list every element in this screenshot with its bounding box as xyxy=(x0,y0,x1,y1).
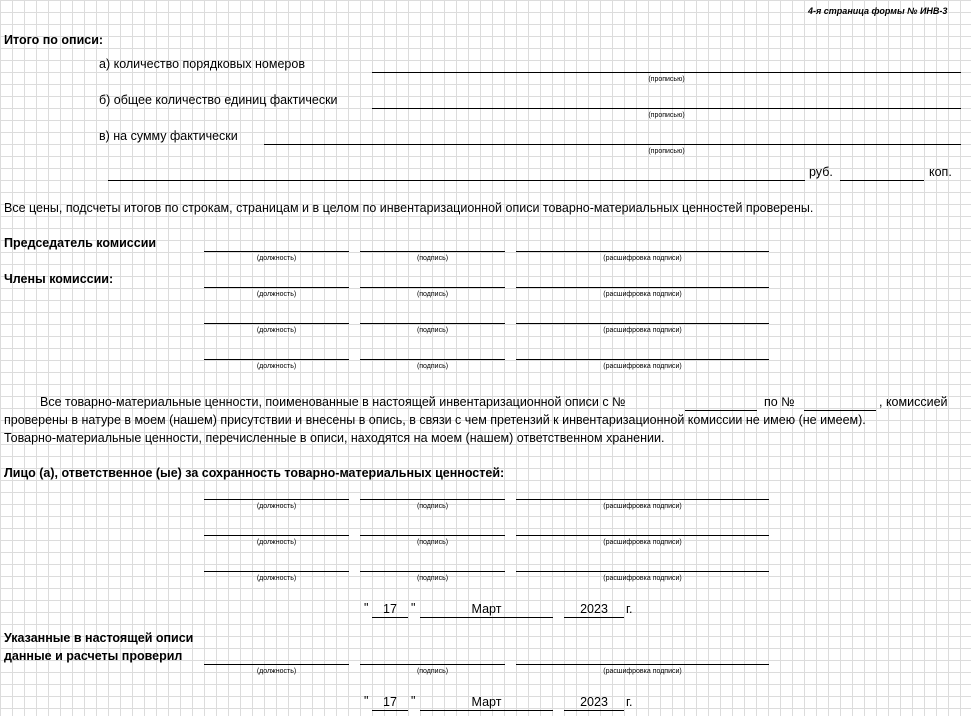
member2-decoding-field[interactable] xyxy=(516,323,769,324)
date2-year-suffix: г. xyxy=(626,695,633,709)
sum-words-field[interactable] xyxy=(108,180,805,181)
position-caption: (должность) xyxy=(256,575,297,582)
date2-year[interactable]: 2023 xyxy=(580,695,608,709)
checker-label-line1: Указанные в настоящей описи xyxy=(4,631,194,645)
in-words-caption: (прописью) xyxy=(648,148,685,155)
in-words-caption: (прописью) xyxy=(648,112,685,119)
member3-position-field[interactable] xyxy=(204,359,349,360)
date2-day-underline xyxy=(372,710,408,711)
to-number-field[interactable] xyxy=(804,410,876,411)
rub-label: руб. xyxy=(809,165,833,179)
totals-item-b-label: б) общее количество единиц фактически xyxy=(99,93,338,107)
kop-field[interactable] xyxy=(840,180,924,181)
signature-caption: (подпись) xyxy=(416,255,449,262)
date2-close-quote: " xyxy=(411,694,416,708)
member1-position-field[interactable] xyxy=(204,287,349,288)
member3-signature-field[interactable] xyxy=(360,359,505,360)
kop-label: коп. xyxy=(929,165,952,179)
date1-day-underline xyxy=(372,617,408,618)
signature-caption: (подпись) xyxy=(416,575,449,582)
position-caption: (должность) xyxy=(256,363,297,370)
totals-item-v-field[interactable] xyxy=(264,144,961,145)
checker-signature-field[interactable] xyxy=(360,664,505,665)
signature-caption: (подпись) xyxy=(416,291,449,298)
resp3-position-field[interactable] xyxy=(204,571,349,572)
decoding-caption: (расшифровка подписи) xyxy=(603,363,682,370)
totals-item-a-label: а) количество порядковых номеров xyxy=(99,57,305,71)
resp1-position-field[interactable] xyxy=(204,499,349,500)
resp3-decoding-field[interactable] xyxy=(516,571,769,572)
date2-month-underline xyxy=(420,710,553,711)
date2-open-quote: " xyxy=(364,694,369,708)
date1-year-underline xyxy=(564,617,624,618)
totals-title: Итого по описи: xyxy=(4,33,104,47)
date1-close-quote: " xyxy=(411,601,416,615)
date2-year-underline xyxy=(564,710,624,711)
position-caption: (должность) xyxy=(256,539,297,546)
decoding-caption: (расшифровка подписи) xyxy=(603,539,682,546)
member3-decoding-field[interactable] xyxy=(516,359,769,360)
chair-label: Председатель комиссии xyxy=(4,236,157,250)
checker-decoding-field[interactable] xyxy=(516,664,769,665)
decoding-caption: (расшифровка подписи) xyxy=(603,503,682,510)
decoding-caption: (расшифровка подписи) xyxy=(603,255,682,262)
checker-position-field[interactable] xyxy=(204,664,349,665)
resp2-position-field[interactable] xyxy=(204,535,349,536)
position-caption: (должность) xyxy=(256,255,297,262)
signature-caption: (подпись) xyxy=(416,503,449,510)
signature-caption: (подпись) xyxy=(416,327,449,334)
resp2-signature-field[interactable] xyxy=(360,535,505,536)
signature-caption: (подпись) xyxy=(416,539,449,546)
member1-decoding-field[interactable] xyxy=(516,287,769,288)
totals-item-a-field[interactable] xyxy=(372,72,961,73)
members-label: Члены комиссии: xyxy=(4,272,114,286)
position-caption: (должность) xyxy=(256,503,297,510)
statement-line1: Все товарно-материальные ценности, поименованные в настоящей инвентаризационной описи с № xyxy=(40,395,626,409)
date1-month-underline xyxy=(420,617,553,618)
totals-item-b-field[interactable] xyxy=(372,108,961,109)
chair-decoding-field[interactable] xyxy=(516,251,769,252)
from-number-field[interactable] xyxy=(685,410,757,411)
decoding-caption: (расшифровка подписи) xyxy=(603,327,682,334)
decoding-caption: (расшифровка подписи) xyxy=(603,575,682,582)
date1-month[interactable]: Март xyxy=(471,602,502,616)
date1-year-suffix: г. xyxy=(626,602,633,616)
statement-to-label: по № xyxy=(764,395,795,409)
chair-signature-field[interactable] xyxy=(360,251,505,252)
chair-position-field[interactable] xyxy=(204,251,349,252)
date2-day[interactable]: 17 xyxy=(383,695,397,709)
signature-caption: (подпись) xyxy=(416,363,449,370)
statement-line1-end: , комиссией xyxy=(879,395,948,409)
member2-position-field[interactable] xyxy=(204,323,349,324)
resp2-decoding-field[interactable] xyxy=(516,535,769,536)
position-caption: (должность) xyxy=(256,327,297,334)
member2-signature-field[interactable] xyxy=(360,323,505,324)
resp3-signature-field[interactable] xyxy=(360,571,505,572)
date2-month[interactable]: Март xyxy=(471,695,502,709)
signature-caption: (подпись) xyxy=(416,668,449,675)
in-words-caption: (прописью) xyxy=(648,76,685,83)
form-page-header: 4-я страница формы № ИНВ-3 xyxy=(808,6,948,16)
date1-year[interactable]: 2023 xyxy=(580,602,608,616)
statement-line2: проверены в натуре в моем (нашем) присутствии и внесены в опись, в связи с чем претензий к инвентаризационной комиссии не имею (не имеем). xyxy=(4,413,866,427)
resp1-decoding-field[interactable] xyxy=(516,499,769,500)
position-caption: (должность) xyxy=(256,291,297,298)
verified-text: Все цены, подсчеты итогов по строкам, страницам и в целом по инвентаризационной описи товарно-материальных ценностей проверены. xyxy=(4,201,814,215)
checker-label-line2: данные и расчеты проверил xyxy=(4,649,183,663)
member1-signature-field[interactable] xyxy=(360,287,505,288)
decoding-caption: (расшифровка подписи) xyxy=(603,291,682,298)
resp1-signature-field[interactable] xyxy=(360,499,505,500)
position-caption: (должность) xyxy=(256,668,297,675)
decoding-caption: (расшифровка подписи) xyxy=(603,668,682,675)
responsible-title: Лицо (а), ответственное (ые) за сохранность товарно-материальных ценностей: xyxy=(4,466,505,480)
statement-line3: Товарно-материальные ценности, перечисленные в описи, находятся на моем (нашем) ответственном хранении. xyxy=(4,431,665,445)
date1-open-quote: " xyxy=(364,601,369,615)
date1-day[interactable]: 17 xyxy=(383,602,397,616)
totals-item-v-label: в) на сумму фактически xyxy=(99,129,238,143)
